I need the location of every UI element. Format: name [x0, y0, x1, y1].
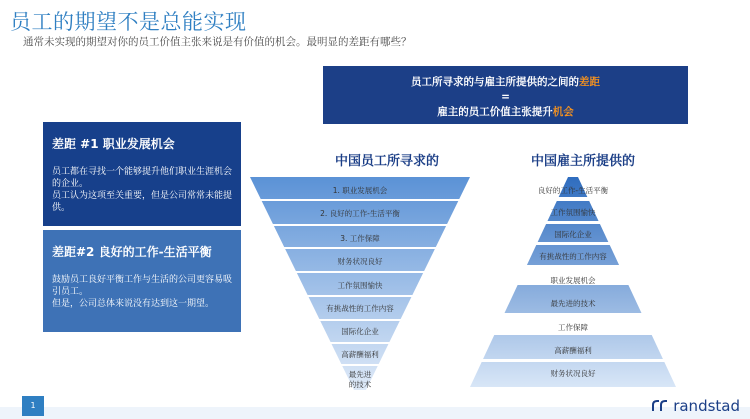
page-number: 1 — [22, 396, 44, 416]
offer-item: 职业发展机会 — [550, 276, 596, 285]
seek-item: 2. 良好的工作-生活平衡 — [320, 209, 400, 218]
gap-equals: = — [501, 91, 510, 103]
gap-highlight: 差距 — [579, 76, 600, 88]
offer-item: 国际化企业 — [554, 230, 592, 239]
seek-item: 有挑战性的工作内容 — [326, 304, 394, 313]
offer-item: 工作保障 — [558, 323, 588, 332]
offer-item: 最先进的技术 — [550, 299, 596, 308]
gap-line3: 雇主的员工价值主张提升 — [437, 106, 553, 118]
gap2-body: 鼓励员工良好平衡工作与生活的公司更容易吸引员工。 但是，公司总体来说没有达到这一期望。 — [52, 275, 233, 309]
gap1-title: 差距 #1 职业发展机会 — [52, 137, 175, 151]
seek-item: 高薪酬福利 — [341, 350, 379, 359]
gap2-card — [43, 230, 241, 332]
randstad-logo-icon — [652, 400, 668, 412]
opportunity-highlight: 机会 — [552, 106, 574, 118]
offer-item: 有挑战性的工作内容 — [539, 252, 607, 261]
offer-item: 良好的工作-生活平衡 — [537, 186, 609, 195]
gap1-body: 员工都在寻找一个能够提升他们职业生涯机会的企业。 员工认为这项至关重要，但是公司常常未能提供。 — [52, 167, 233, 213]
seek-item: 最先进 — [348, 370, 372, 379]
offer-item: 工作氛围愉快 — [550, 208, 596, 217]
gap1-card — [43, 122, 241, 226]
page-title: 员工的期望不是总能实现 — [10, 10, 247, 34]
seek-item: 工作氛围愉快 — [337, 281, 383, 290]
employee-seek-heading: 中国员工所寻求的 — [335, 154, 440, 169]
footer-bar — [0, 407, 750, 419]
seek-item: 国际化企业 — [341, 327, 379, 336]
logo-text: randstad — [673, 397, 740, 415]
seek-item: 1. 职业发展机会 — [332, 186, 388, 195]
page-subtitle: 通常未实现的期望对你的员工价值主张来说是有价值的机会。最明显的差距有哪些？ — [23, 36, 412, 48]
gap-line1: 员工所寻求的与雇主所提供的之间的 — [411, 76, 579, 88]
offer-item: 高薪酬福利 — [554, 346, 592, 355]
seek-item: 财务状况良好 — [337, 257, 383, 266]
employer-offer-heading: 中国雇主所提供的 — [531, 154, 636, 169]
seek-item: 3. 工作保障 — [340, 234, 380, 243]
gap-definition-box — [323, 66, 688, 124]
seek-item: 的技术 — [348, 380, 372, 389]
offer-item: 财务状况良好 — [550, 369, 596, 378]
gap2-title: 差距#2 良好的工作-生活平衡 — [52, 245, 212, 259]
randstad-logo — [652, 397, 740, 415]
